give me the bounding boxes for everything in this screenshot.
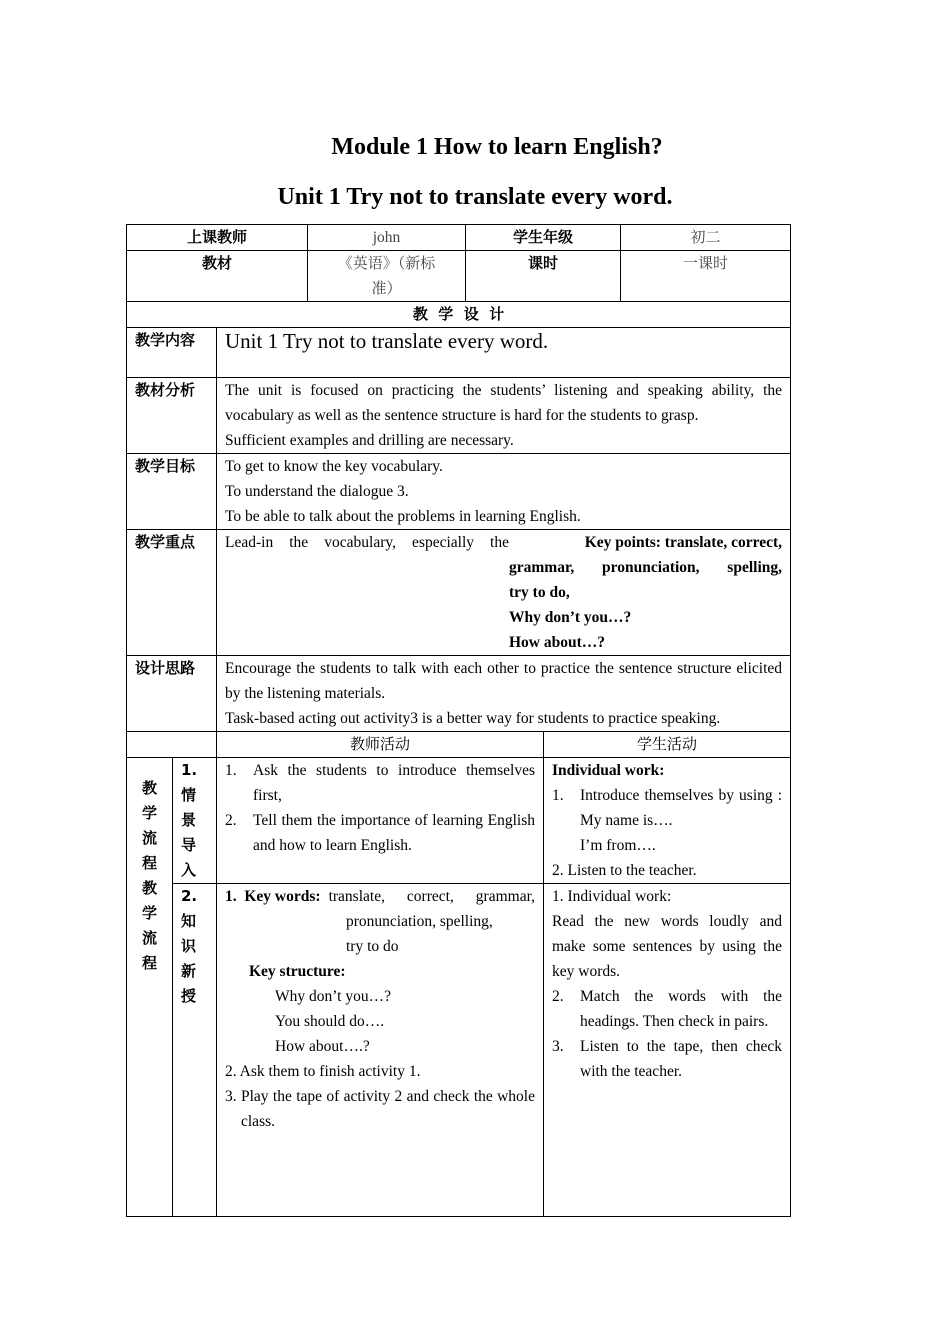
- student-activity-header: 学生活动: [544, 732, 791, 758]
- analysis-label: 教材分析: [127, 378, 217, 454]
- list-item: 1. Ask the students to introduce themselves first,: [225, 762, 535, 804]
- stage-2-student: [544, 884, 791, 1217]
- key-structure-2: You should do….: [275, 1013, 385, 1030]
- analysis-text: [217, 378, 791, 454]
- key-words-label: 1. Key words:: [225, 888, 321, 905]
- list-item: 2. Match the words with the headings. Then check in pairs.: [552, 988, 783, 1030]
- process-corner: [127, 732, 217, 758]
- focus-key-3: try to do,: [509, 584, 570, 601]
- idea-line-2: Task-based acting out activity3 is a better way for students to practice speaking.: [225, 710, 721, 727]
- objective-item: To understand the dialogue 3.: [225, 483, 409, 500]
- objectives-label: 教学目标: [127, 454, 217, 530]
- process-side-label: 教 学 流 程 教 学 流 程: [127, 758, 173, 1217]
- focus-key-2: grammar, pronunciation, spelling,: [509, 559, 783, 576]
- textbook-value: [308, 251, 466, 302]
- content-label: 教学内容: [127, 328, 217, 378]
- objectives-list: [217, 454, 791, 530]
- unit-title: Unit 1 Try not to translate every word.: [277, 184, 673, 210]
- teacher-activity-header: 教师活动: [217, 732, 544, 758]
- content-text: Unit 1 Try not to translate every word.: [217, 328, 791, 378]
- stage-2-label: 2. 知 识 新 授: [173, 884, 217, 1217]
- focus-key-4: Why don’t you…?: [509, 609, 632, 626]
- idea-label: 设计思路: [127, 656, 217, 732]
- key-words-1: translate, correct, grammar,: [328, 888, 535, 905]
- teacher-value: john: [308, 225, 466, 251]
- stage-2-teacher: [217, 884, 544, 1217]
- analysis-line-1: The unit is focused on practicing the students’ listening and speaking ability, the vocabulary as well as the sentence structure is hard for the students to grasp.: [225, 382, 783, 424]
- focus-key-1: Key points: translate, correct,: [584, 534, 783, 551]
- student-step-1: 1. Individual work:: [552, 888, 672, 905]
- key-words-2: pronunciation, spelling,: [346, 913, 493, 930]
- student-step-1-text: Read the new words loudly and make some sentences by using the key words.: [552, 913, 783, 980]
- textbook-label: 教材: [127, 251, 308, 302]
- student-step-2: 2. Listen to the teacher.: [552, 862, 697, 879]
- focus-lead: Lead-in the vocabulary, especially the: [225, 534, 509, 551]
- textbook-line-1: 《英语》（新标: [337, 254, 436, 272]
- key-structure-3: How about….?: [275, 1038, 370, 1055]
- idea-line-1: Encourage the students to talk with each other to practice the sentence structure elicited by the listening materials.: [225, 660, 783, 702]
- period-value: 一课时: [621, 251, 791, 302]
- list-item: 1. Introduce themselves by using : My name is…. I’m from….: [552, 787, 783, 854]
- stage-1-label: 1. 情 景 导 入: [173, 758, 217, 884]
- period-label: 课时: [466, 251, 621, 302]
- teacher-step-2: 2. Ask them to finish activity 1.: [225, 1063, 421, 1080]
- textbook-line-2: 准）: [371, 279, 402, 297]
- list-item: 2. Tell them the importance of learning English and how to learn English.: [225, 812, 535, 854]
- design-title: 教 学 设 计: [127, 302, 791, 328]
- key-structure-1: Why don’t you…?: [275, 988, 391, 1005]
- key-words-3: try to do: [346, 938, 399, 955]
- focus-text: [217, 530, 791, 656]
- focus-label: 教学重点: [127, 530, 217, 656]
- focus-key-5: How about…?: [509, 634, 606, 651]
- analysis-line-2: Sufficient examples and drilling are necessary.: [225, 432, 514, 449]
- student-title: Individual work:: [552, 762, 665, 779]
- idea-text: [217, 656, 791, 732]
- module-title: Module 1 How to learn English?: [331, 134, 663, 160]
- lesson-plan-table: [126, 224, 791, 1217]
- grade-value: 初二: [621, 225, 791, 251]
- stage-1-teacher: [217, 758, 544, 884]
- list-item: 3. Listen to the tape, then check with the teacher.: [552, 1038, 783, 1080]
- teacher-step-3: 3. Play the tape of activity 2 and check the whole class.: [225, 1088, 535, 1130]
- objective-item: To get to know the key vocabulary.: [225, 458, 443, 475]
- grade-label: 学生年级: [466, 225, 621, 251]
- stage-1-student: [544, 758, 791, 884]
- key-structure-label: Key structure:: [249, 963, 346, 980]
- objective-item: To be able to talk about the problems in learning English.: [225, 508, 581, 525]
- teacher-label: 上课教师: [127, 225, 308, 251]
